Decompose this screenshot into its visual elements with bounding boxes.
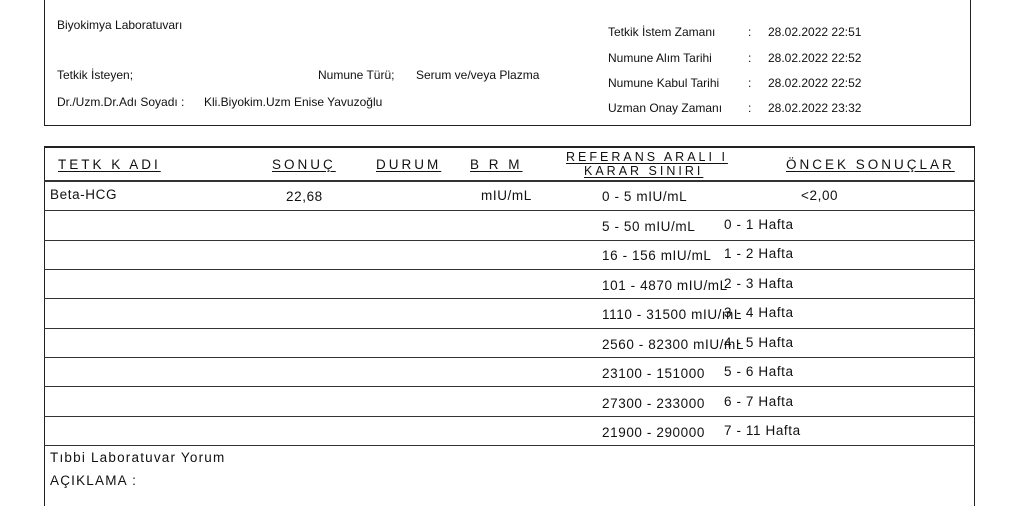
sample-type-label: Numune Türü; xyxy=(318,68,395,82)
reference-week: 2 - 3 Hafta xyxy=(724,276,794,291)
reference-range: 2560 - 82300 mIU/mL xyxy=(602,337,744,352)
reference-week: 6 - 7 Hafta xyxy=(724,394,794,409)
reference-range: 21900 - 290000 xyxy=(602,425,705,440)
request-time-label: Tetkik İstem Zamanı xyxy=(608,25,716,39)
reference-range: 5 - 50 mIU/mL xyxy=(602,219,696,234)
row-line xyxy=(44,298,975,299)
sample-type-value: Serum ve/veya Plazma xyxy=(416,68,540,82)
col-unit: B R M xyxy=(470,157,523,172)
reference-week: 0 - 1 Hafta xyxy=(724,217,794,232)
test-unit: mIU/mL xyxy=(481,188,532,203)
table-top-border xyxy=(44,146,975,148)
approval-time-sep: : xyxy=(748,101,752,115)
reference-range: 27300 - 233000 xyxy=(602,396,705,411)
lab-name: Biyokimya Laboratuvarı xyxy=(57,18,183,32)
reference-week: 7 - 11 Hafta xyxy=(724,423,801,438)
row-line xyxy=(44,416,975,417)
col-previous: ÖNCEK SONUÇLAR xyxy=(786,157,955,172)
reference-range: 101 - 4870 mIU/mL xyxy=(602,278,728,293)
col-reference-line2: KARAR SINIRI xyxy=(584,164,704,178)
reference-week: 1 - 2 Hafta xyxy=(724,246,794,261)
sample-date-sep: : xyxy=(748,51,752,65)
col-reference-line1: REFERANS ARALI I xyxy=(566,150,728,164)
col-status: DURUM xyxy=(376,157,442,172)
row-line xyxy=(44,210,975,211)
comment-label: Tıbbi Laboratuvar Yorum xyxy=(50,450,226,465)
col-result: SONUÇ xyxy=(272,157,336,172)
row-line xyxy=(44,269,975,270)
approval-time-value: 28.02.2022 23:32 xyxy=(768,101,862,115)
explanation-label: AÇIKLAMA : xyxy=(50,473,138,488)
accept-date-sep: : xyxy=(748,76,752,90)
col-test-name: TETK K ADI xyxy=(58,157,161,172)
row-line xyxy=(44,240,975,241)
row-line xyxy=(44,386,975,387)
reference-range: 16 - 156 mIU/mL xyxy=(602,248,712,263)
accept-date-label: Numune Kabul Tarihi xyxy=(608,76,720,90)
accept-date-value: 28.02.2022 22:52 xyxy=(768,76,862,90)
doctor-label: Dr./Uzm.Dr.Adı Soyadı : xyxy=(57,95,185,109)
test-previous: <2,00 xyxy=(801,188,839,203)
reference-range: 1110 - 31500 mIU/mL xyxy=(602,307,742,322)
reference-week: 5 - 6 Hafta xyxy=(724,364,794,379)
reference-week: 4 - 5 Hafta xyxy=(724,335,794,350)
requester-label: Tetkik İsteyen; xyxy=(57,68,134,82)
sample-date-label: Numune Alım Tarihi xyxy=(608,51,712,65)
request-time-sep: : xyxy=(748,25,752,39)
request-time-value: 28.02.2022 22:51 xyxy=(768,25,862,39)
reference-week: 3 - 4 Hafta xyxy=(724,305,794,320)
row-line xyxy=(44,357,975,358)
header-divider xyxy=(44,180,975,182)
sample-date-value: 28.02.2022 22:52 xyxy=(768,51,862,65)
row-line xyxy=(44,328,975,329)
reference-range: 0 - 5 mIU/mL xyxy=(602,189,688,204)
reference-range: 23100 - 151000 xyxy=(602,366,705,381)
approval-time-label: Uzman Onay Zamanı xyxy=(608,101,723,115)
doctor-value: Kli.Biyokim.Uzm Enise Yavuzoğlu xyxy=(204,95,383,109)
test-result: 22,68 xyxy=(286,189,323,204)
test-name: Beta-HCG xyxy=(50,187,118,202)
